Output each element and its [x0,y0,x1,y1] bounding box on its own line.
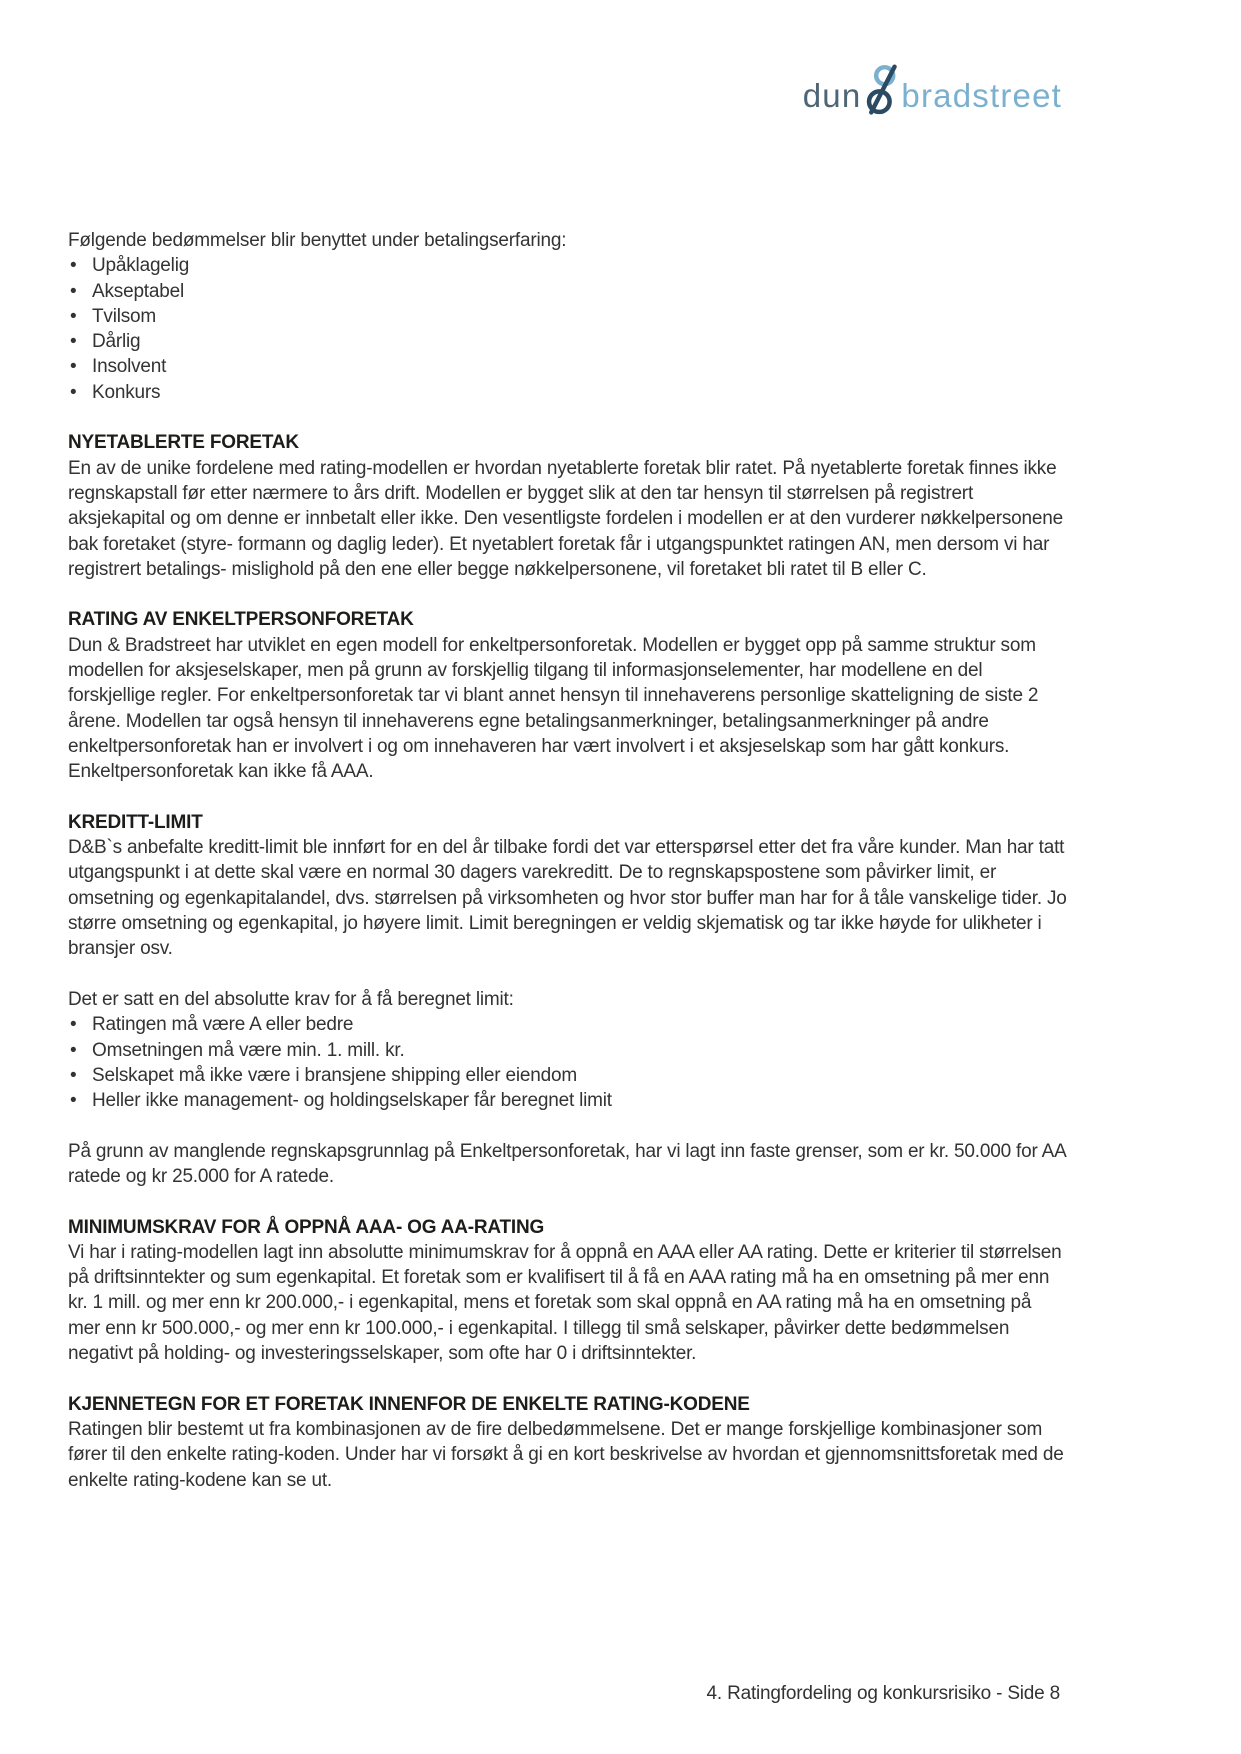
section-heading-minreq: MINIMUMSKRAV FOR Å OPPNÅ AAA- OG AA-RATING [68,1216,545,1238]
payment-experience-lead: Følgende bedømmelser blir benyttet under betalingserfaring: [68,230,567,251]
list-item: • Selskapet må ikke være i bransjene shipping eller eiendom [68,1063,1068,1088]
list-item: • Dårlig [68,329,1068,354]
list-item: • Ratingen må være A eller bedre [68,1012,1068,1037]
list-item: • Insolvent [68,354,1068,379]
list-item: • Konkurs [68,380,1068,405]
list-item: • Tvilsom [68,304,1068,329]
ampersand-icon [865,64,899,121]
limit-requirements-lead: Det er satt en del absolutte krav for å få beregnet limit: [68,988,514,1010]
fixed-limits-paragraph: På grunn av manglende regnskapsgrunnlag på Enkeltpersonforetak, har vi lagt inn faste grenser, som er kr. 50.000 for AA ratede og kr 25.000 for A ratede. [68,1140,1066,1187]
section-body-creditlimit: D&B`s anbefalte kreditt-limit ble innført for en del år tilbake fordi det var etterspørsel etter det fra våre kunder. Man har tatt utgangspunkt i at dette skal være en normal 30 dagers varekreditt. De to regnskapspostene som påvirker limit, er omsetning og egenkapitalandel, dvs. størrelsen på virksomheten og hvor stor buffer man har for å tåle vanskelige tider. Jo større omsetning og egenkapital, jo høyere limit. Limit beregningen er veldig skjematisk og tar ikke høyde for ulikheter i bransjer osv. [68,837,1067,960]
limit-requirements-list [68,1012,1068,1113]
list-item: • Omsetningen må være min. 1. mill. kr. [68,1038,1068,1063]
section-heading-newco: NYETABLERTE FORETAK [68,432,299,454]
dun-bradstreet-logo [803,64,1062,127]
logo-word-bradstreet: bradstreet [901,77,1062,114]
list-item: • Upåklagelig [68,253,1068,278]
list-item: • Heller ikke management- og holdingselskaper får beregnet limit [68,1088,1068,1113]
section-body-soleprop: Dun & Bradstreet har utviklet en egen modell for enkeltpersonforetak. Modellen er bygget opp på samme struktur som modellen for aksjeselskaper, men på grunn av forskjellig tilgang til informasjonselementer, har modellene en del forskjellige regler. For enkeltpersonforetak tar vi blant annet hensyn til innehaverens personlige skatteligning de siste 2 årene. Modellen tar også hensyn til innehaverens egne betalingsanmerkninger, betalingsanmerkninger på andre enkeltpersonforetak han er involvert i og om innehaveren har vært involvert i et aksjeselskap som har gått konkurs. Enkeltpersonforetak kan ikke få AAA. [68,634,1039,783]
section-body-characteristics: Ratingen blir bestemt ut fra kombinasjonen av de fire delbedømmelsene. Det er mange forskjellige kombinasjoner som fører til den enkelte rating-koden. Under har vi forsøkt å gi en kort beskrivelse av hvordan et gjennomsnittsforetak med de enkelte rating-kodene kan se ut. [68,1418,1064,1491]
page-footer: 4. Ratingfordeling og konkursrisiko - Side 8 [706,1683,1060,1704]
section-heading-soleprop: RATING AV ENKELTPERSONFORETAK [68,609,414,631]
section-heading-creditlimit: KREDITT-LIMIT [68,811,203,833]
list-item: • Akseptabel [68,279,1068,304]
payment-experience-list [68,253,1068,405]
page-body [68,228,1068,1493]
logo-word-dun: dun [802,77,862,114]
section-body-minreq: Vi har i rating-modellen lagt inn absolutte minimumskrav for å oppnå en AAA eller AA rating. Dette er kriterier til størrelsen på driftsinntekter og sum egenkapital. Et foretak som er kvalifisert til å få en AAA rating må ha en omsetning på mer enn kr. 1 mill. og mer enn kr 200.000,- i egenkapital, mens et foretak som skal oppnå en AA rating må ha en omsetning på mer enn kr 500.000,- og mer enn kr 100.000,- i egenkapital. I tillegg til små selskaper, påvirker dette bedømmelsen negativt på holding- og investeringsselskaper, som ofte har 0 i driftsinntekter. [68,1241,1062,1365]
section-heading-characteristics: KJENNETEGN FOR ET FORETAK INNENFOR DE ENKELTE RATING-KODENE [68,1393,750,1415]
section-body-newco: En av de unike fordelene med rating-modellen er hvordan nyetablerte foretak blir ratet. På nyetablerte foretak finnes ikke regnskapstall før etter nærmere to års drift. Modellen er bygget slik at den tar hensyn til størrelsen på registrert aksjekapital og om denne er innbetalt eller ikke. Den vesentligste fordelen i modellen er at den vurderer nøkkelpersonene bak foretaket (styre- formann og daglig leder). Et nyetablert foretak får i utgangspunktet ratingen AN, men dersom vi har registrert betalings- mislighold på den ene eller begge nøkkelpersonene, vil foretaket bli ratet til B eller C. [68,457,1064,580]
